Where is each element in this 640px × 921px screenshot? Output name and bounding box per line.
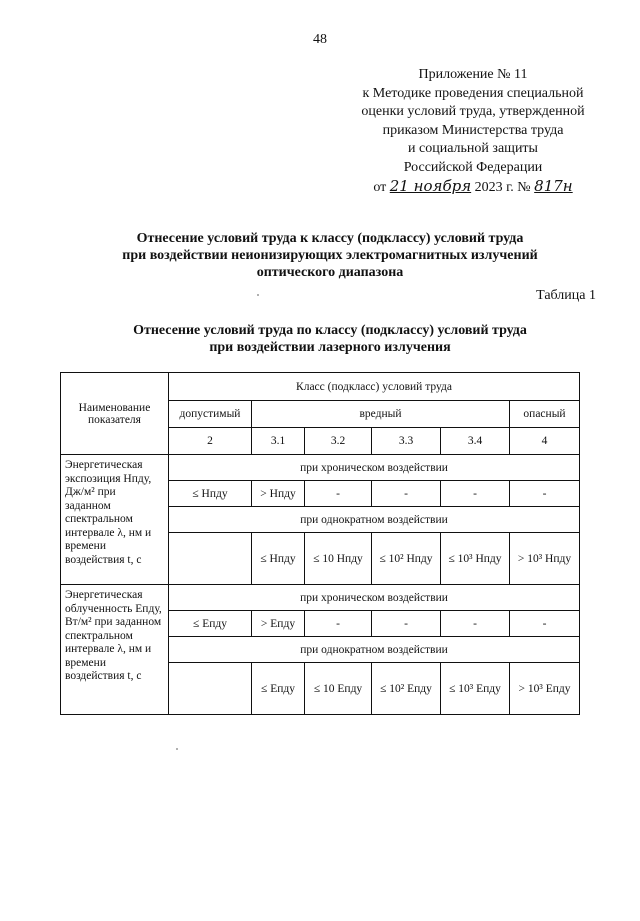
handwritten-number: 817н <box>534 177 573 195</box>
table-cell: ≤ 10 Eпду <box>305 663 372 715</box>
header-class-3-4: 3.4 <box>441 428 510 455</box>
table-heading <box>0 322 640 356</box>
date-year: 2023 г. № <box>474 180 531 195</box>
header-class-group: Класс (подкласс) условий труда <box>169 373 580 401</box>
appendix-line-4: приказом Министерства труда <box>382 122 564 138</box>
main-heading-line-2: при воздействии неионизирующих электромагнитных излучений <box>122 248 538 263</box>
header-class-3-3: 3.3 <box>372 428 441 455</box>
table-cell: - <box>510 481 580 507</box>
table-cell: - <box>305 481 372 507</box>
table-cell: ≤ 10³ Hпду <box>441 533 510 585</box>
header-class-4: 4 <box>510 428 580 455</box>
section-2-single-label: при однократном воздействии <box>169 637 580 663</box>
indicator-energy-exposure: Энергетическая экспозиция Hпду, Дж/м² при заданном спектральном интервале λ, нм и времени воздействия t, с <box>61 455 169 585</box>
appendix-line-2: к Методике проведения специальной <box>362 85 584 101</box>
table-cell: ≤ Hпду <box>169 481 252 507</box>
table-cell: - <box>441 481 510 507</box>
header-dangerous: опасный <box>510 401 580 428</box>
header-class-2: 2 <box>169 428 252 455</box>
laser-radiation-table <box>60 372 580 715</box>
header-harmful: вредный <box>252 401 510 428</box>
scan-speck <box>257 294 259 296</box>
page-number: 48 <box>313 32 327 47</box>
header-class-3-2: 3.2 <box>305 428 372 455</box>
table-cell: - <box>372 481 441 507</box>
header-class-3-1: 3.1 <box>252 428 305 455</box>
handwritten-date: 21 ноября <box>389 177 472 195</box>
table-cell: ≤ 10² Eпду <box>372 663 441 715</box>
table-cell: > 10³ Eпду <box>510 663 580 715</box>
table-label: Таблица 1 <box>536 288 596 303</box>
table-cell: ≤ 10³ Eпду <box>441 663 510 715</box>
table-cell: ≤ Eпду <box>252 663 305 715</box>
table-cell: ≤ Eпду <box>169 611 252 637</box>
main-heading-line-3: оптического диапазона <box>256 265 404 280</box>
table-cell: ≤ 10 Hпду <box>305 533 372 585</box>
main-heading-line-1: Отнесение условий труда к классу (подклассу) условий труда <box>136 231 524 246</box>
table-cell: - <box>510 611 580 637</box>
table-heading-line-2: при воздействии лазерного излучения <box>209 340 451 355</box>
table-cell <box>169 663 252 715</box>
date-prefix: от <box>373 180 387 195</box>
main-heading <box>0 230 640 281</box>
table-cell <box>169 533 252 585</box>
appendix-line-3: оценки условий труда, утвержденной <box>361 104 585 119</box>
appendix-line-1: Приложение № 11 <box>418 67 528 82</box>
section-1-chronic-label: при хроническом воздействии <box>169 455 580 481</box>
table-cell: > Hпду <box>252 481 305 507</box>
appendix-line-6: Российской Федерации <box>403 159 543 175</box>
header-permissible: допустимый <box>169 401 252 428</box>
appendix-date-line <box>340 177 606 198</box>
header-indicator: Наименование показателя <box>61 373 169 455</box>
table-cell: - <box>305 611 372 637</box>
appendix-line-5: и социальной защиты <box>408 141 538 156</box>
table-cell: > 10³ Hпду <box>510 533 580 585</box>
table-cell: ≤ 10² Hпду <box>372 533 441 585</box>
table-heading-line-1: Отнесение условий труда по классу (подклассу) условий труда <box>133 323 527 338</box>
appendix-block <box>340 66 606 198</box>
table-cell: - <box>441 611 510 637</box>
table-cell: - <box>372 611 441 637</box>
section-2-chronic-label: при хроническом воздействии <box>169 585 580 611</box>
table-cell: > Eпду <box>252 611 305 637</box>
indicator-irradiance: Энергетическая облученность Eпду, Вт/м² при заданном спектральном интервале λ, нм и времени воздействия t, с <box>61 585 169 715</box>
table-cell: ≤ Hпду <box>252 533 305 585</box>
scan-speck <box>176 748 178 750</box>
section-1-single-label: при однократном воздействии <box>169 507 580 533</box>
